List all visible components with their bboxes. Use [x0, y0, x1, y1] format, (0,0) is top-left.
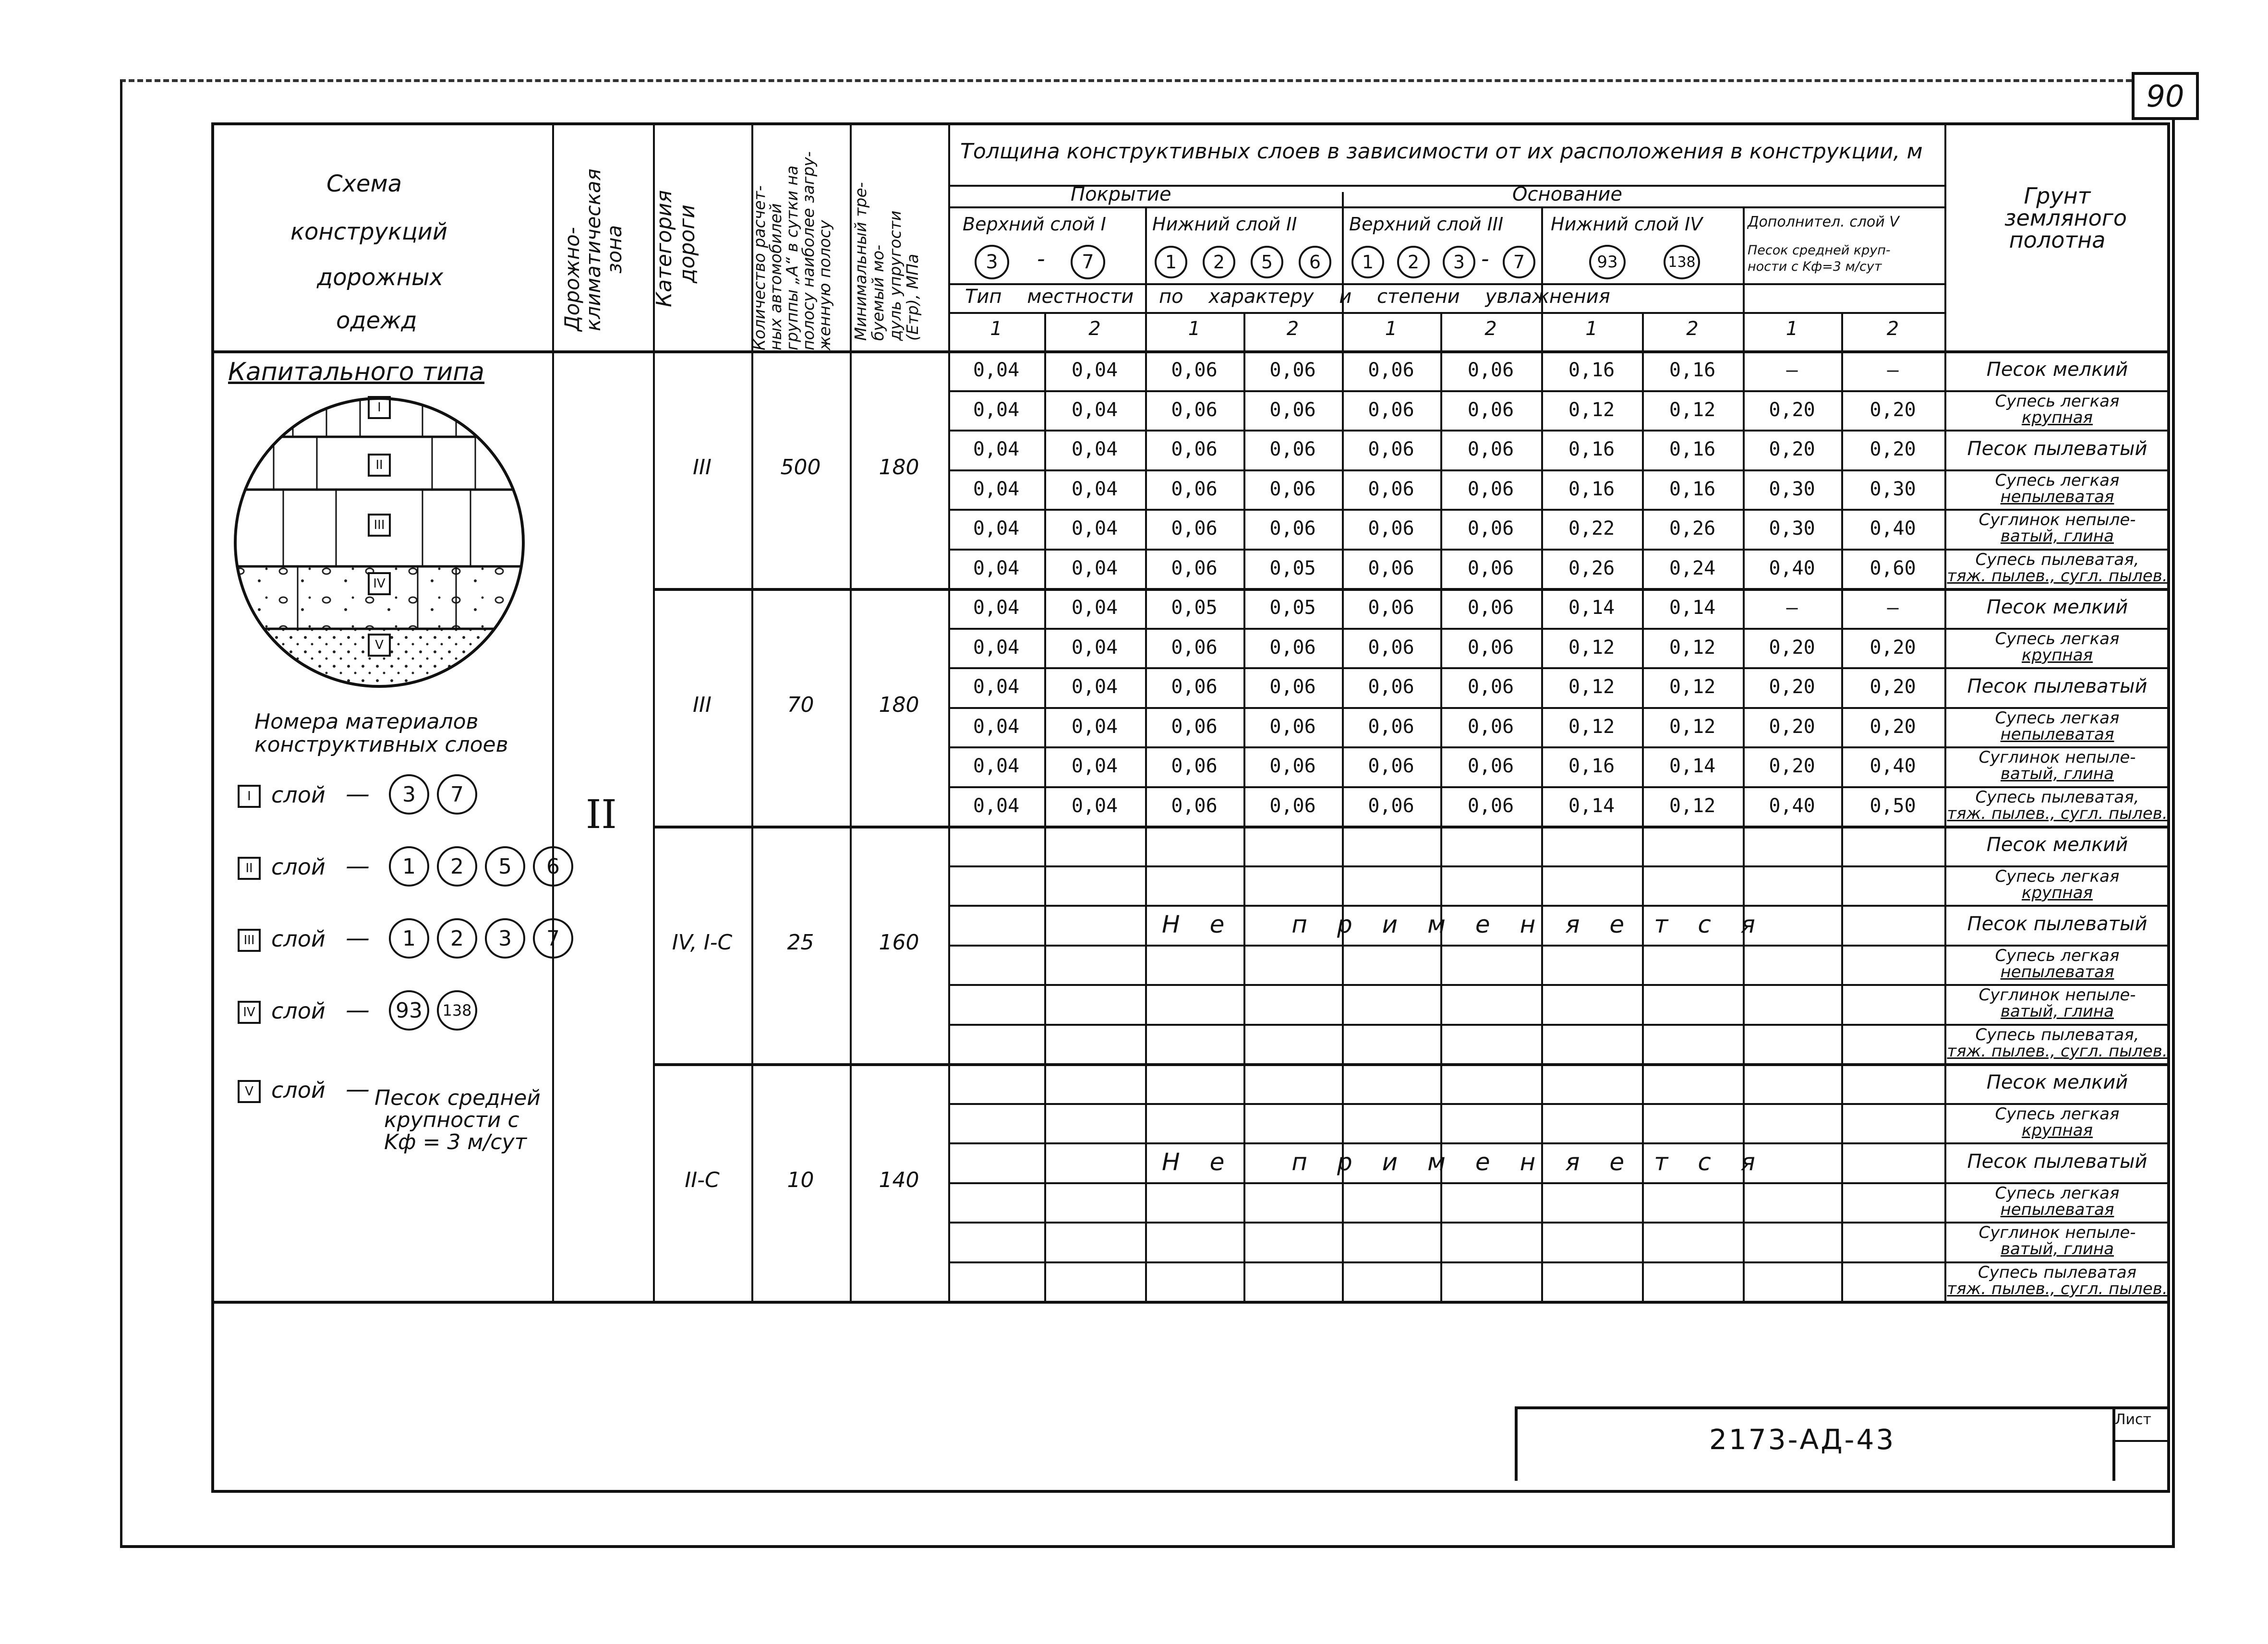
thickness-value: 0,06 — [1467, 715, 1514, 738]
legend-material-circle: 7 — [533, 918, 573, 959]
thickness-value: 0,06 — [1269, 794, 1316, 817]
thickness-value: 0,26 — [1669, 517, 1716, 540]
layer4-label: Нижний слой IV — [1551, 214, 1703, 235]
terrain-col-number: 2 — [1686, 318, 1699, 340]
legend-layer-word: слой — [271, 1077, 326, 1103]
thickness-value: 0,06 — [1269, 715, 1316, 738]
thickness-value: 0,20 — [1870, 715, 1916, 738]
legend-layer-word: слой — [271, 998, 326, 1024]
legend-dash: — — [346, 1075, 370, 1103]
material-circle: 2 — [1203, 246, 1235, 278]
thickness-value: 0,40 — [1769, 794, 1815, 817]
subgrade-soil: Супесь пылеватая, тяж. пылев., сугл. пылев. — [1947, 550, 2168, 586]
thickness-value: — — [1786, 359, 1798, 381]
subgrade-soil: Супесь легкая крупная — [1995, 866, 2120, 902]
row-divider — [948, 865, 2168, 867]
thickness-value: 0,04 — [973, 794, 1020, 817]
row-divider — [948, 945, 2168, 947]
thickness-value: 0,12 — [1669, 715, 1716, 738]
thickness-value: 0,12 — [1568, 676, 1615, 698]
subgrade-soil: Песок пылеватый — [1967, 438, 2147, 460]
road-category: II-C — [685, 1167, 720, 1192]
road-category: III — [693, 455, 712, 480]
thickness-value: 0,04 — [1071, 636, 1118, 659]
legend-title: Номера материалов конструктивных слоев — [254, 709, 508, 757]
thickness-value: 0,04 — [1071, 597, 1118, 619]
traffic-count: 10 — [787, 1167, 814, 1192]
terrain-col-number: 2 — [1088, 318, 1101, 340]
thickness-value: 0,30 — [1870, 478, 1916, 500]
thickness-value: 0,06 — [1467, 478, 1514, 500]
thickness-value: 0,06 — [1171, 478, 1218, 500]
thickness-value: 0,06 — [1368, 597, 1414, 619]
row-divider — [948, 667, 2168, 669]
terrain-col-number: 1 — [1385, 318, 1398, 340]
road-category: III — [693, 692, 712, 717]
thickness-value: 0,16 — [1568, 478, 1615, 500]
material-circle: 138 — [1664, 245, 1700, 279]
legend-dash: — — [346, 996, 370, 1024]
required-modulus: 180 — [879, 455, 919, 480]
thickness-value: 0,04 — [973, 715, 1020, 738]
category-header: Категория дороги — [652, 190, 700, 307]
thickness-value: 0,06 — [1269, 755, 1316, 777]
subgrade-soil: Суглинок непыле- ватый, глина — [1978, 1223, 2136, 1259]
thickness-value: 0,06 — [1171, 636, 1218, 659]
thickness-value: 0,06 — [1269, 359, 1316, 381]
thickness-value: 0,06 — [1368, 755, 1414, 777]
sheet-label: Лист — [2115, 1411, 2152, 1428]
subgrade-soil: Супесь легкая непылеватая — [1995, 1183, 2120, 1219]
header-divider — [948, 206, 1944, 208]
page-number: 90 — [2132, 72, 2199, 120]
thickness-value: 0,06 — [1368, 359, 1414, 381]
thickness-value: 0,06 — [1171, 398, 1218, 421]
not-applied-text: Не применяется — [1162, 911, 1785, 938]
thickness-value: 0,04 — [973, 676, 1020, 698]
scheme-header-2: конструкций — [290, 218, 448, 245]
thickness-value: 0,16 — [1568, 438, 1615, 460]
thickness-value: 0,26 — [1568, 557, 1615, 579]
row-divider — [948, 1142, 2168, 1144]
legend-material-circle: 6 — [533, 846, 573, 887]
traffic-count: 25 — [787, 930, 814, 955]
layer-mark: IV — [368, 572, 391, 595]
thickness-value: 0,04 — [973, 438, 1020, 460]
thickness-value: 0,12 — [1669, 398, 1716, 421]
table-bottom — [211, 1301, 2168, 1304]
thickness-value: 0,12 — [1568, 398, 1615, 421]
scheme-header-3: дорожных — [317, 264, 444, 291]
thickness-value: 0,04 — [1071, 755, 1118, 777]
thickness-value: 0,06 — [1368, 517, 1414, 540]
terrain-col-number: 2 — [1286, 318, 1299, 340]
dash: - — [1481, 246, 1489, 272]
legend-material-circle: 3 — [389, 774, 429, 815]
thickness-value: 0,14 — [1669, 597, 1716, 619]
thickness-value: 0,06 — [1171, 517, 1218, 540]
thickness-value: 0,04 — [1071, 478, 1118, 500]
thickness-value: 0,06 — [1269, 438, 1316, 460]
thickness-value: 0,40 — [1769, 557, 1815, 579]
material-circle: 3 — [975, 245, 1009, 279]
layer5-label: Дополнител. слой V — [1748, 214, 1899, 230]
traffic-count: 500 — [780, 455, 821, 480]
thickness-value: 0,06 — [1467, 597, 1514, 619]
material-circle: 1 — [1155, 246, 1187, 278]
thickness-value: 0,50 — [1870, 794, 1916, 817]
thickness-value: 0,16 — [1568, 359, 1615, 381]
thickness-value: 0,20 — [1769, 715, 1815, 738]
thickness-value: 0,06 — [1467, 636, 1514, 659]
traffic-count: 70 — [787, 692, 814, 717]
thickness-value: 0,12 — [1568, 636, 1615, 659]
thickness-value: 0,22 — [1568, 517, 1615, 540]
legend-material-circle: 1 — [389, 918, 429, 959]
row-divider — [948, 628, 2168, 630]
layer-mark: III — [368, 514, 391, 537]
zone-value: II — [586, 792, 617, 838]
row-divider — [948, 707, 2168, 709]
row-divider — [653, 1063, 2168, 1066]
thickness-value: 0,20 — [1769, 636, 1815, 659]
thickness-value: 0,04 — [1071, 398, 1118, 421]
thickness-value: 0,06 — [1368, 438, 1414, 460]
thickness-value: 0,06 — [1467, 438, 1514, 460]
thickness-value: 0,06 — [1368, 676, 1414, 698]
material-circle: 7 — [1503, 246, 1535, 278]
legend-dash: — — [346, 780, 370, 808]
thickness-value: 0,04 — [973, 478, 1020, 500]
terrain-label: Тип местности по характеру и степени увлажнения — [965, 286, 1610, 308]
required-modulus: 160 — [879, 930, 919, 955]
subgrade-soil: Песок пылеватый — [1967, 1151, 2147, 1173]
required-modulus: 180 — [879, 692, 919, 717]
legend-layer-word: слой — [271, 926, 326, 952]
legend-layer-mark: V — [238, 1080, 261, 1103]
subgrade-soil: Песок мелкий — [1986, 834, 2128, 856]
legend-material-circle: 3 — [485, 918, 525, 959]
thickness-value: 0,06 — [1467, 517, 1514, 540]
thickness-value: 0,06 — [1368, 557, 1414, 579]
thickness-value: 0,14 — [1669, 755, 1716, 777]
thickness-value: 0,12 — [1669, 794, 1716, 817]
thickness-value: 0,30 — [1769, 478, 1815, 500]
legend5-text: Песок средней крупности с Kф = 3 м/сут — [374, 1086, 541, 1154]
thickness-value: 0,20 — [1769, 676, 1815, 698]
subgrade-soil: Песок пылеватый — [1967, 675, 2147, 697]
legend-layer-word: слой — [271, 854, 326, 880]
thickness-value: 0,04 — [973, 755, 1020, 777]
legend-layer-word: слой — [271, 782, 326, 808]
thickness-value: 0,20 — [1769, 755, 1815, 777]
thickness-value: 0,20 — [1769, 398, 1815, 421]
column-divider — [948, 122, 950, 1301]
row-divider — [948, 905, 2168, 907]
column-divider — [552, 122, 554, 1301]
sheet-cell-divider — [2112, 1440, 2168, 1442]
legend-layer-mark: I — [238, 785, 261, 808]
subgrade-soil: Песок пылеватый — [1967, 913, 2147, 935]
thickness-value: 0,20 — [1870, 636, 1916, 659]
sub-column-divider — [1743, 206, 1745, 312]
subgrade-soil: Супесь легкая крупная — [1995, 629, 2120, 665]
thickness-value: — — [1786, 597, 1798, 619]
material-circle: 7 — [1071, 245, 1105, 279]
terrain-col-number: 2 — [1484, 318, 1497, 340]
row-divider — [948, 1103, 2168, 1105]
thickness-value: 0,12 — [1568, 715, 1615, 738]
legend-material-circle: 5 — [485, 846, 525, 887]
scheme-type-title: Капитального типа — [228, 358, 485, 386]
layer1-label: Верхний слой I — [963, 214, 1106, 235]
scheme-header-4: одежд — [336, 307, 417, 334]
header-bottom — [211, 350, 2168, 353]
thickness-value: 0,16 — [1568, 755, 1615, 777]
dash: - — [1037, 246, 1045, 272]
thickness-value: 0,05 — [1269, 597, 1316, 619]
thickness-value: 0,05 — [1269, 557, 1316, 579]
scheme-header-1: Схема — [326, 170, 402, 197]
thickness-value: 0,04 — [973, 597, 1020, 619]
thickness-value: 0,04 — [1071, 517, 1118, 540]
thickness-value: 0,04 — [1071, 715, 1118, 738]
legend-dash: — — [346, 852, 370, 880]
thickness-value: 0,16 — [1669, 478, 1716, 500]
thickness-value: 0,20 — [1769, 438, 1815, 460]
thickness-value: 0,04 — [1071, 359, 1118, 381]
thickness-value: 0,12 — [1669, 636, 1716, 659]
material-circle: 93 — [1589, 245, 1626, 279]
thickness-value: 0,14 — [1568, 597, 1615, 619]
thickness-value: 0,06 — [1269, 398, 1316, 421]
subgrade-soil: Супесь легкая крупная — [1995, 391, 2120, 427]
subgrade-soil: Суглинок непыле- ватый, глина — [1978, 985, 2136, 1021]
terrain-col-number: 1 — [1188, 318, 1201, 340]
thickness-value: 0,06 — [1269, 676, 1316, 698]
terrain-col-number: 2 — [1886, 318, 1899, 340]
thickness-value: 0,06 — [1368, 636, 1414, 659]
thickness-value: 0,06 — [1171, 557, 1218, 579]
legend-material-circle: 93 — [389, 990, 429, 1031]
thickness-value: 0,04 — [973, 359, 1020, 381]
subgrade-soil: Песок мелкий — [1986, 359, 2128, 381]
thickness-value: 0,04 — [973, 398, 1020, 421]
material-circle: 6 — [1299, 246, 1331, 278]
thickness-value: 0,20 — [1870, 398, 1916, 421]
row-divider — [948, 1182, 2168, 1184]
thickness-value: 0,06 — [1269, 478, 1316, 500]
thickness-value: 0,40 — [1870, 755, 1916, 777]
material-circle: 5 — [1251, 246, 1283, 278]
row-divider — [653, 826, 2168, 828]
thickness-value: 0,40 — [1870, 517, 1916, 540]
thickness-title: Толщина конструктивных слоев в зависимости от их расположения в конструкции, м — [960, 139, 1923, 164]
thickness-value: 0,20 — [1870, 438, 1916, 460]
thickness-value: 0,06 — [1467, 398, 1514, 421]
layer3-label: Верхний слой III — [1349, 214, 1504, 235]
thickness-value: — — [1887, 597, 1899, 619]
subgrade-soil: Песок мелкий — [1986, 596, 2128, 618]
legend-material-circle: 138 — [437, 990, 477, 1031]
terrain-col-number: 1 — [990, 318, 1002, 340]
osnovanie-label: Основание — [1512, 183, 1622, 205]
layer-mark: II — [368, 454, 391, 477]
thickness-value: 0,06 — [1171, 676, 1218, 698]
thickness-value: 0,14 — [1568, 794, 1615, 817]
row-divider — [948, 430, 2168, 432]
terrain-col-number: 1 — [1785, 318, 1798, 340]
subgrade-soil: Супесь пылеватая, тяж. пылев., сугл. пылев. — [1947, 787, 2168, 823]
thickness-value: 0,05 — [1171, 597, 1218, 619]
thickness-value: — — [1887, 359, 1899, 381]
row-divider — [948, 390, 2168, 392]
column-divider — [1944, 122, 1946, 1301]
thickness-value: 0,04 — [973, 517, 1020, 540]
legend-material-circle: 1 — [389, 846, 429, 887]
layer-mark: V — [368, 634, 391, 657]
legend-layer-mark: II — [238, 857, 261, 880]
thickness-value: 0,06 — [1467, 794, 1514, 817]
header-divider — [948, 283, 1944, 285]
thickness-value: 0,06 — [1269, 636, 1316, 659]
thickness-value: 0,24 — [1669, 557, 1716, 579]
thickness-value: 0,04 — [1071, 794, 1118, 817]
thickness-value: 0,06 — [1467, 676, 1514, 698]
legend-material-circle: 2 — [437, 846, 477, 887]
zone-header: Дорожно- климатическая зона — [560, 168, 626, 331]
thickness-value: 0,04 — [973, 636, 1020, 659]
subgrade-header: Грунт земляного полотна — [2004, 183, 2127, 253]
material-circle: 2 — [1397, 246, 1430, 278]
subgrade-soil: Супесь пылеватая тяж. пылев., сугл. пылев. — [1947, 1262, 2168, 1298]
traffic-header: Количество расчет- ных автомобилей группы „А“ в сутки на полосу наиболее загру- женную полосу — [750, 151, 834, 350]
legend-layer-mark: III — [238, 929, 261, 952]
thickness-value: 0,06 — [1368, 478, 1414, 500]
thickness-value: 0,06 — [1171, 438, 1218, 460]
subgrade-soil: Песок мелкий — [1986, 1071, 2128, 1093]
thickness-value: 0,20 — [1870, 676, 1916, 698]
legend-layer-mark: IV — [238, 1001, 261, 1024]
thickness-value: 0,12 — [1669, 676, 1716, 698]
thickness-value: 0,06 — [1467, 359, 1514, 381]
thickness-value: 0,06 — [1368, 715, 1414, 738]
thickness-value: 0,04 — [973, 557, 1020, 579]
document-code: 2173-АД-43 — [1709, 1423, 1896, 1456]
thickness-value: 0,06 — [1368, 398, 1414, 421]
thickness-value: 0,16 — [1669, 359, 1716, 381]
thickness-value: 0,06 — [1368, 794, 1414, 817]
subgrade-soil: Супесь пылеватая, тяж. пылев., сугл. пылев. — [1947, 1025, 2168, 1061]
thickness-value: 0,04 — [1071, 557, 1118, 579]
terrain-col-number: 1 — [1585, 318, 1598, 340]
thickness-value: 0,60 — [1870, 557, 1916, 579]
subgrade-soil: Суглинок непыле- ватый, глина — [1978, 748, 2136, 783]
layer2-label: Нижний слой II — [1152, 214, 1297, 235]
layer-mark: I — [368, 396, 391, 419]
thickness-value: 0,06 — [1467, 755, 1514, 777]
required-modulus: 140 — [879, 1167, 919, 1192]
thickness-value: 0,06 — [1467, 557, 1514, 579]
legend-material-circle: 7 — [437, 774, 477, 815]
thickness-value: 0,06 — [1171, 794, 1218, 817]
legend-material-circle: 2 — [437, 918, 477, 959]
header-divider — [948, 312, 1944, 314]
material-circle: 1 — [1351, 246, 1384, 278]
legend-dash: — — [346, 924, 370, 952]
thickness-value: 0,06 — [1171, 359, 1218, 381]
subgrade-soil: Суглинок непыле- ватый, глина — [1978, 510, 2136, 546]
pokrytie-label: Покрытие — [1071, 183, 1171, 205]
row-divider — [948, 469, 2168, 471]
modulus-header: Минимальный тре- буемый мо- дуль упругости (Eтр), МПа — [851, 182, 922, 341]
subgrade-soil: Супесь легкая непылеватая — [1995, 470, 2120, 506]
layer5-desc: Песок средней круп- ности с Kф=3 м/сут — [1748, 243, 1891, 274]
subgrade-soil: Супесь легкая непылеватая — [1995, 946, 2120, 982]
row-divider — [653, 588, 2168, 591]
thickness-value: 0,06 — [1171, 755, 1218, 777]
subgrade-soil: Супесь легкая непылеватая — [1995, 708, 2120, 744]
thickness-value: 0,04 — [1071, 438, 1118, 460]
subgrade-soil: Супесь легкая крупная — [1995, 1104, 2120, 1140]
thickness-value: 0,06 — [1171, 715, 1218, 738]
thickness-value: 0,16 — [1669, 438, 1716, 460]
thickness-value: 0,06 — [1269, 517, 1316, 540]
road-category: IV, I-C — [672, 930, 733, 955]
thickness-value: 0,30 — [1769, 517, 1815, 540]
material-circle: 3 — [1443, 246, 1475, 278]
not-applied-text: Не применяется — [1162, 1148, 1785, 1176]
thickness-value: 0,04 — [1071, 676, 1118, 698]
